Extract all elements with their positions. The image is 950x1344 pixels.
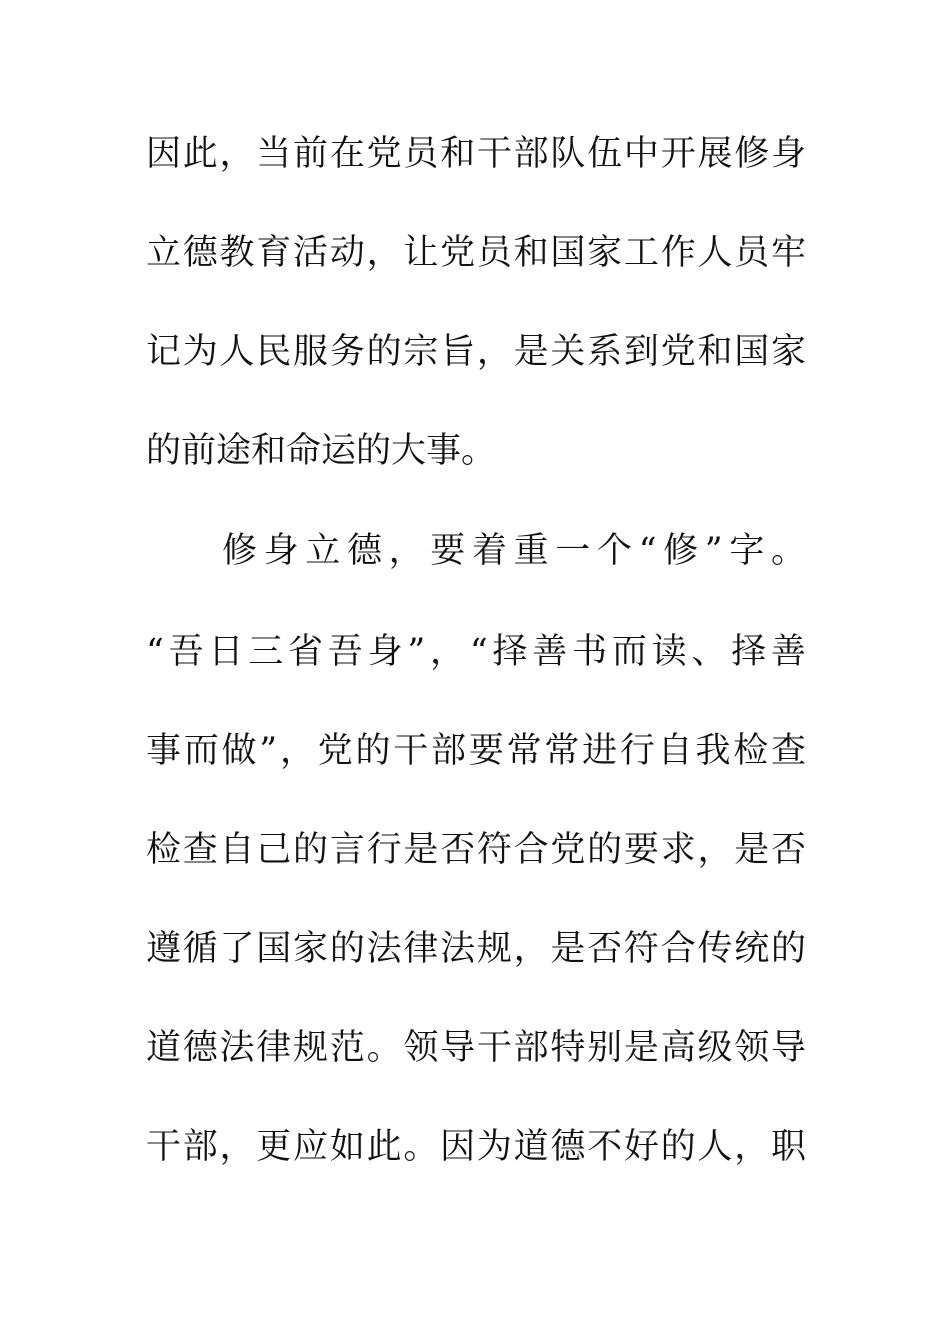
text-line: 立德教育活动，让党员和国家工作人员牢 bbox=[146, 233, 806, 273]
text-line: 的前途和命运的大事。 bbox=[146, 431, 497, 471]
text-line: 事而做”，党的干部要常常进行自我检查 bbox=[146, 731, 806, 771]
paragraph-start-line: 修身立德，要着重一个“修”字。 bbox=[222, 531, 806, 571]
text-line: 因此，当前在党员和干部队伍中开展修身 bbox=[146, 134, 806, 174]
text-line: 记为人民服务的宗旨，是关系到党和国家 bbox=[146, 332, 806, 372]
text-line: 遵循了国家的法律法规，是否符合传统的 bbox=[146, 929, 806, 969]
text-line: 干部，更应如此。因为道德不好的人，职 bbox=[146, 1127, 806, 1167]
text-line: 检查自己的言行是否符合党的要求，是否 bbox=[146, 830, 806, 870]
text-line: “吾日三省吾身”，“择善书而读、择善 bbox=[146, 632, 806, 672]
text-line: 道德法律规范。领导干部特别是高级领导 bbox=[146, 1028, 806, 1068]
